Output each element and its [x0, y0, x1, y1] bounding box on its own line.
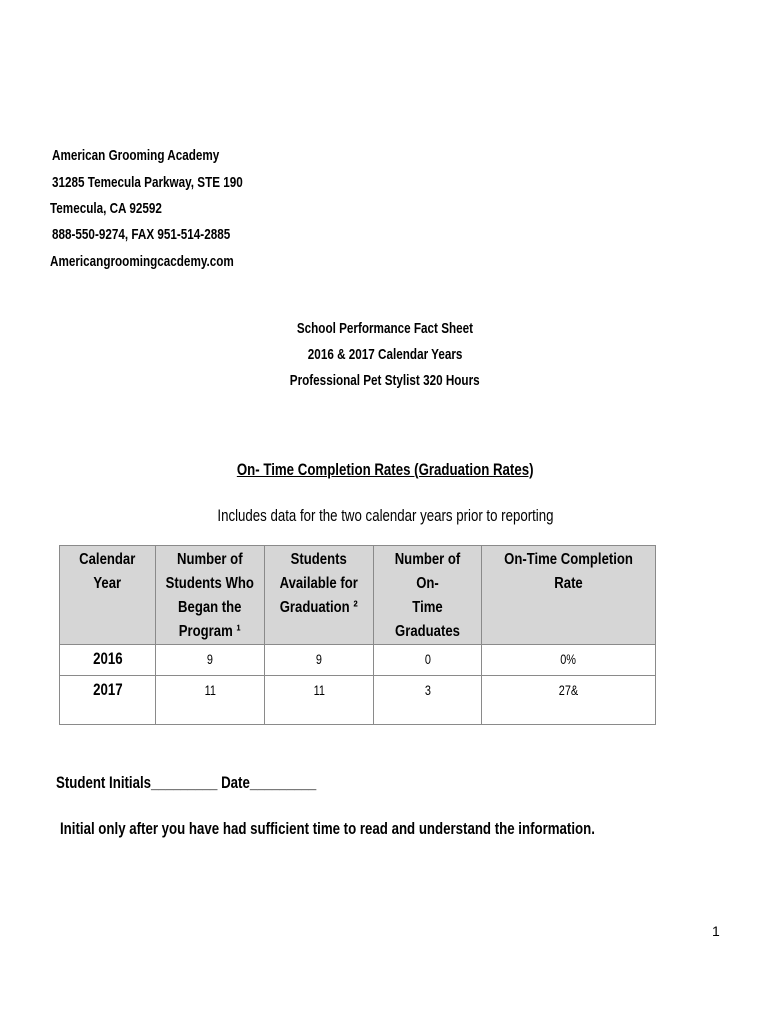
row-students-available: 11: [265, 676, 374, 725]
school-street: 31285 Temecula Parkway, STE 190: [52, 174, 243, 191]
header-calendar-year: Calendar Year: [60, 546, 156, 645]
table-row: [60, 676, 656, 725]
program-title: Professional Pet Stylist 320 Hours: [290, 372, 480, 389]
row-on-time-graduates: 3: [374, 676, 482, 725]
row-students-began: 9: [156, 645, 265, 676]
header-students-available: Students Available for Graduation ²: [265, 546, 374, 645]
page-number: 1: [712, 923, 720, 939]
row-students-available: 9: [265, 645, 374, 676]
table-row: [60, 645, 656, 676]
row-completion-rate: 0%: [482, 645, 656, 676]
section-subheading: Includes data for the two calendar years prior to reporting: [216, 506, 554, 525]
header-on-time-graduates: Number of On- Time Graduates: [374, 546, 482, 645]
header-completion-rate: On-Time Completion Rate: [482, 546, 656, 645]
row-students-began: 11: [156, 676, 265, 725]
row-year: 2016: [60, 645, 156, 676]
row-on-time-graduates: 0: [374, 645, 482, 676]
row-year: 2017: [60, 676, 156, 725]
calendar-years-title: 2016 & 2017 Calendar Years: [307, 346, 463, 363]
initials-instruction: Initial only after you have had sufficient time to read and understand the information.: [60, 819, 595, 838]
school-phone: 888-550-9274, FAX 951-514-2885: [52, 226, 231, 243]
table-header-row: [60, 546, 656, 645]
completion-rates-table: [59, 545, 656, 725]
student-initials-date-line: Student Initials_________ Date_________: [56, 773, 317, 792]
school-name: American Grooming Academy: [52, 147, 220, 164]
school-website: Americangroomingcacdemy.com: [50, 253, 234, 270]
row-completion-rate: 27&: [482, 676, 656, 725]
section-heading: On- Time Completion Rates (Graduation Rates): [236, 460, 534, 479]
school-city: Temecula, CA 92592: [50, 200, 162, 217]
header-students-began: Number of Students Who Began the Program ¹: [156, 546, 265, 645]
fact-sheet-title: School Performance Fact Sheet: [296, 320, 474, 337]
